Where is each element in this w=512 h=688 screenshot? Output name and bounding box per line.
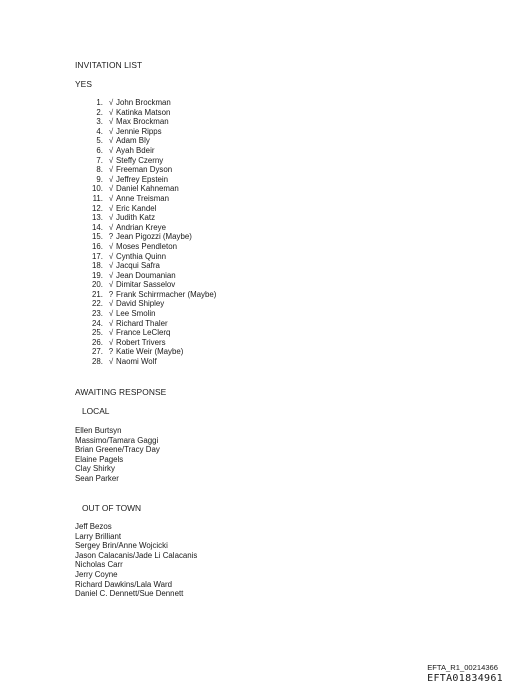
- guest-name: Judith Katz: [116, 213, 156, 223]
- check-mark-icon: √: [108, 270, 114, 280]
- list-item: [75, 194, 216, 204]
- guest-name: Jean Doumanian: [116, 270, 176, 280]
- list-item: [75, 156, 216, 166]
- check-mark-icon: √: [108, 165, 114, 175]
- question-mark-icon: ?: [108, 289, 114, 299]
- item-number: 14.: [92, 222, 103, 232]
- guest-name: David Shipley: [116, 299, 165, 309]
- guest-name: Richard Thaler: [116, 318, 168, 328]
- list-item: Sean Parker: [75, 473, 119, 483]
- guest-name: Freeman Dyson: [116, 165, 173, 175]
- list-item: [75, 146, 216, 156]
- item-number: 26.: [92, 337, 103, 347]
- guest-name: Jennie Ripps: [116, 126, 162, 136]
- item-number: 6.: [96, 145, 103, 155]
- guest-name: Moses Pendleton: [116, 241, 177, 251]
- list-item: [75, 204, 216, 214]
- document-title: INVITATION LIST: [75, 60, 143, 70]
- list-item: Jerry Coyne: [75, 569, 118, 579]
- yes-heading: YES: [75, 79, 93, 89]
- item-number: 15.: [92, 232, 103, 242]
- check-mark-icon: √: [108, 318, 114, 328]
- list-item: [75, 242, 216, 252]
- check-mark-icon: √: [108, 184, 114, 194]
- guest-name: Katinka Matson: [116, 107, 171, 117]
- item-number: 17.: [92, 251, 103, 261]
- list-item: [75, 108, 216, 118]
- guest-name: Cynthia Quinn: [116, 251, 167, 261]
- item-number: 28.: [92, 357, 103, 367]
- list-item: Sergey Brin/Anne Wojcicki: [75, 541, 168, 551]
- guest-name: Adam Bly: [116, 136, 150, 146]
- guest-name: Naomi Wolf: [116, 357, 157, 367]
- list-item: Jason Calacanis/Jade Li Calacanis: [75, 550, 198, 560]
- guest-name: Ayah Bdeir: [116, 145, 155, 155]
- item-number: 4.: [96, 126, 103, 136]
- guest-name: Daniel Kahneman: [116, 184, 179, 194]
- item-number: 24.: [92, 318, 103, 328]
- guest-name: Jeffrey Epstein: [116, 174, 169, 184]
- check-mark-icon: √: [108, 117, 114, 127]
- list-item: [75, 136, 216, 146]
- list-item: [75, 338, 216, 348]
- check-mark-icon: √: [108, 299, 114, 309]
- list-item: [75, 328, 216, 338]
- check-mark-icon: √: [108, 193, 114, 203]
- item-number: 7.: [96, 155, 103, 165]
- item-number: 16.: [92, 241, 103, 251]
- list-item: [75, 309, 216, 319]
- item-number: 12.: [92, 203, 103, 213]
- list-item: Brian Greene/Tracy Day: [75, 445, 160, 455]
- list-item: [75, 165, 216, 175]
- guest-name: John Brockman: [116, 98, 171, 107]
- item-number: 8.: [96, 165, 103, 175]
- list-item: Massimo/Tamara Gaggi: [75, 435, 159, 445]
- out-of-town-guest-list: [75, 522, 197, 599]
- check-mark-icon: √: [108, 357, 114, 367]
- list-item: Ellen Burtsyn: [75, 426, 122, 435]
- bates-reference: EFTA_R1_00214366: [427, 663, 498, 672]
- list-item: Nicholas Carr: [75, 560, 123, 570]
- check-mark-icon: √: [108, 107, 114, 117]
- check-mark-icon: √: [108, 126, 114, 136]
- question-mark-icon: ?: [108, 232, 114, 242]
- document-identifier: EFTA01834961: [427, 673, 503, 684]
- list-item: [75, 299, 216, 309]
- check-mark-icon: √: [108, 309, 114, 319]
- item-number: 25.: [92, 328, 103, 338]
- check-mark-icon: √: [108, 261, 114, 271]
- check-mark-icon: √: [108, 251, 114, 261]
- question-mark-icon: ?: [108, 347, 114, 357]
- awaiting-response-heading: AWAITING RESPONSE: [75, 387, 167, 397]
- guest-name: Dimitar Sasselov: [116, 280, 176, 290]
- check-mark-icon: √: [108, 280, 114, 290]
- guest-name: Max Brockman: [116, 117, 169, 127]
- check-mark-icon: √: [108, 337, 114, 347]
- list-item: [75, 127, 216, 137]
- list-item: Jeff Bezos: [75, 522, 112, 531]
- guest-name: Frank Schirrmacher (Maybe): [116, 289, 217, 299]
- item-number: 9.: [96, 174, 103, 184]
- item-number: 19.: [92, 270, 103, 280]
- list-item: Daniel C. Dennett/Sue Dennett: [75, 589, 184, 599]
- guest-name: France LeClerq: [116, 328, 171, 338]
- list-item: [75, 175, 216, 185]
- list-item: [75, 232, 216, 242]
- guest-name: Lee Smolin: [116, 309, 156, 319]
- item-number: 13.: [92, 213, 103, 223]
- guest-name: Robert Trivers: [116, 337, 166, 347]
- list-item: [75, 117, 216, 127]
- list-item: [75, 271, 216, 281]
- guest-name: Anne Treisman: [116, 193, 170, 203]
- item-number: 21.: [92, 289, 103, 299]
- guest-name: Katie Weir (Maybe): [116, 347, 184, 357]
- list-item: Richard Dawkins/Lala Ward: [75, 579, 173, 589]
- guest-name: Jean Pigozzi (Maybe): [116, 232, 192, 242]
- list-item: [75, 223, 216, 233]
- guest-name: Jacqui Safra: [116, 261, 160, 271]
- list-item: [75, 213, 216, 223]
- list-item: [75, 184, 216, 194]
- list-item: [75, 252, 216, 262]
- item-number: 1.: [96, 98, 103, 107]
- check-mark-icon: √: [108, 98, 114, 107]
- check-mark-icon: √: [108, 174, 114, 184]
- list-item: Larry Brilliant: [75, 531, 122, 541]
- item-number: 5.: [96, 136, 103, 146]
- list-item: [75, 347, 216, 357]
- list-item: Elaine Pagels: [75, 454, 124, 464]
- item-number: 22.: [92, 299, 103, 309]
- item-number: 10.: [92, 184, 103, 194]
- list-item: [75, 261, 216, 271]
- check-mark-icon: √: [108, 222, 114, 232]
- check-mark-icon: √: [108, 136, 114, 146]
- item-number: 11.: [92, 193, 103, 203]
- list-item: [75, 98, 216, 108]
- yes-guest-list: [75, 98, 216, 367]
- item-number: 18.: [92, 261, 103, 271]
- guest-name: Eric Kandel: [116, 203, 157, 213]
- check-mark-icon: √: [108, 145, 114, 155]
- item-number: 23.: [92, 309, 103, 319]
- list-item: [75, 290, 216, 300]
- item-number: 20.: [92, 280, 103, 290]
- check-mark-icon: √: [108, 213, 114, 223]
- guest-name: Andrian Kreye: [116, 222, 167, 232]
- local-heading: LOCAL: [82, 406, 110, 416]
- item-number: 3.: [96, 117, 103, 127]
- list-item: [75, 319, 216, 329]
- check-mark-icon: √: [108, 328, 114, 338]
- item-number: 27.: [92, 347, 103, 357]
- list-item: [75, 357, 216, 367]
- out-of-town-heading: OUT OF TOWN: [82, 503, 142, 513]
- local-guest-list: [75, 426, 160, 484]
- check-mark-icon: √: [108, 155, 114, 165]
- check-mark-icon: √: [108, 241, 114, 251]
- list-item: Clay Shirky: [75, 464, 115, 474]
- guest-name: Steffy Czerny: [116, 155, 164, 165]
- list-item: [75, 280, 216, 290]
- item-number: 2.: [96, 107, 103, 117]
- check-mark-icon: √: [108, 203, 114, 213]
